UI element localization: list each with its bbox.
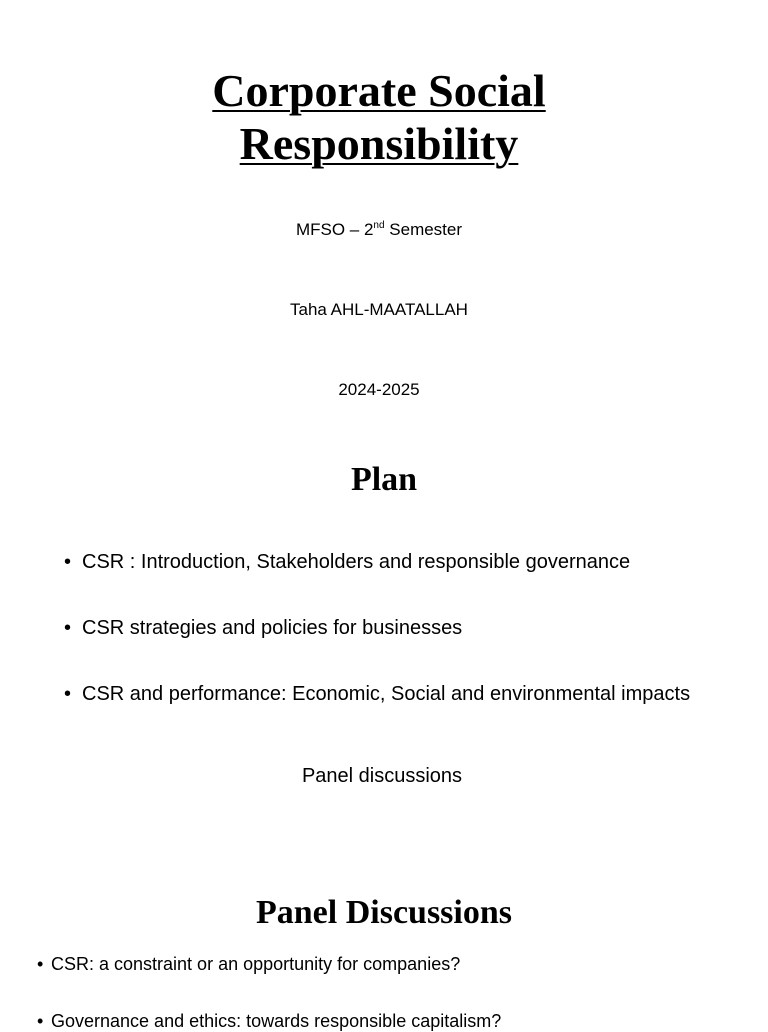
- ordinal-suffix: nd: [373, 220, 385, 231]
- bullet-icon: •: [64, 683, 72, 705]
- academic-year: 2024-2025: [338, 380, 420, 399]
- bullet-icon: •: [37, 1011, 44, 1031]
- panel-discussions-note: Panel discussions: [301, 765, 463, 787]
- title-line-1: Corporate Social: [212, 65, 546, 116]
- plan-item: [64, 616, 462, 640]
- plan-item: [64, 550, 630, 574]
- bullet-icon: •: [64, 617, 72, 639]
- document-title: [0, 64, 758, 170]
- plan-item: [64, 682, 690, 706]
- program-line: [0, 220, 758, 240]
- panel-item-text: Governance and ethics: towards responsible capitalism?: [51, 1011, 502, 1031]
- plan-item-text: CSR : Introduction, Stakeholders and responsible governance: [82, 551, 631, 573]
- program-text: MFSO – 2: [295, 220, 374, 239]
- plan-item-text: CSR and performance: Economic, Social and environmental impacts: [82, 683, 691, 705]
- bullet-icon: •: [37, 954, 44, 974]
- author-name: Taha AHL-MAATALLAH: [290, 300, 468, 319]
- plan-item-text: CSR strategies and policies for businesses: [82, 617, 463, 639]
- title-line-2: Responsibility: [239, 118, 519, 169]
- panel-item: [37, 953, 460, 975]
- plan-heading: Plan: [350, 461, 418, 498]
- panel-item: [37, 1010, 501, 1032]
- program-rest: Semester: [384, 220, 463, 239]
- bullet-icon: •: [64, 551, 72, 573]
- panel-heading: Panel Discussions: [256, 894, 512, 931]
- panel-item-text: CSR: a constraint or an opportunity for companies?: [51, 954, 461, 974]
